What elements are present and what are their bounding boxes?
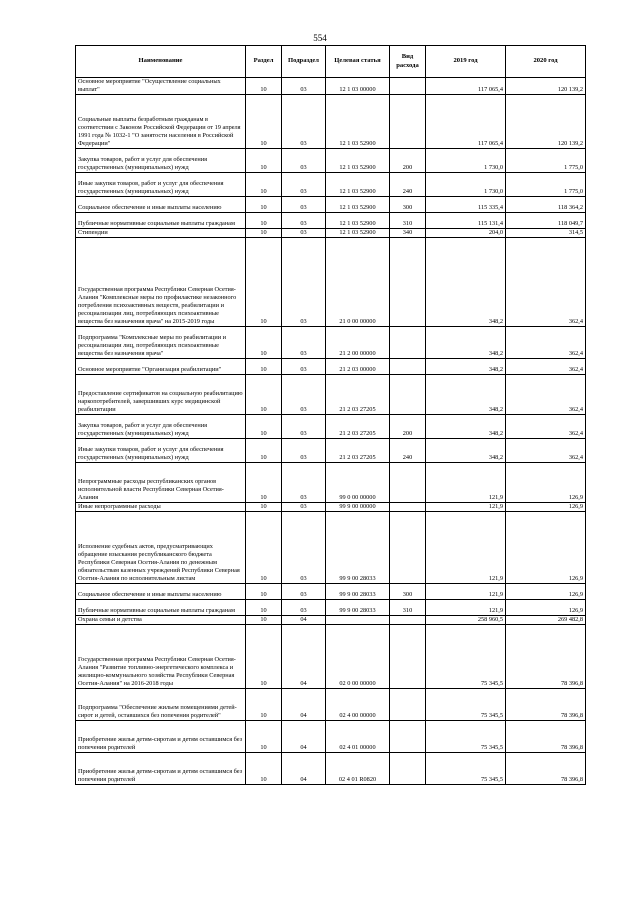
row-expense-type (390, 512, 426, 584)
row-target-article: 99 9 00 28033 (326, 600, 390, 616)
row-section: 10 (246, 327, 282, 359)
table-row (76, 327, 586, 359)
row-section: 10 (246, 439, 282, 463)
row-subsection: 03 (282, 600, 326, 616)
row-value-2020: 78 396,8 (506, 753, 586, 785)
page-number: 554 (313, 33, 327, 43)
table-row (76, 229, 586, 238)
row-subsection: 03 (282, 503, 326, 512)
row-value-2020: 120 139,2 (506, 95, 586, 149)
row-expense-type (390, 238, 426, 327)
row-expense-type: 300 (390, 584, 426, 600)
row-section: 10 (246, 375, 282, 415)
row-target-article: 21 2 03 27205 (326, 439, 390, 463)
row-target-article: 12 1 03 52900 (326, 149, 390, 173)
row-value-2019: 121,9 (426, 512, 506, 584)
row-value-2020: 126,9 (506, 600, 586, 616)
row-value-2019: 75 345,5 (426, 625, 506, 689)
row-name: Иные закупки товаров, работ и услуг для обеспечения государственных (муниципальных) нужд (76, 439, 246, 463)
row-expense-type (390, 375, 426, 415)
table-row (76, 149, 586, 173)
row-subsection: 03 (282, 512, 326, 584)
row-section: 10 (246, 503, 282, 512)
table-row (76, 753, 586, 785)
row-name: Иные закупки товаров, работ и услуг для обеспечения государственных (муниципальных) нужд (76, 173, 246, 197)
table-row (76, 616, 586, 625)
row-target-article: 12 1 03 52900 (326, 95, 390, 149)
table-row (76, 689, 586, 721)
table-row (76, 238, 586, 327)
table-row (76, 463, 586, 503)
table-row (76, 625, 586, 689)
row-name: Государственная программа Республики Северная Осетия-Алания "Комплексные меры по профилактике незаконного потребления психоактивных веществ, реабилитации и ресоциализации лиц, потребляющих психоактивные вещества без назначения врача" на 2015-2019 годы (76, 238, 246, 327)
row-expense-type (390, 463, 426, 503)
row-subsection: 03 (282, 463, 326, 503)
row-subsection: 03 (282, 173, 326, 197)
row-value-2020: 362,4 (506, 359, 586, 375)
table-row (76, 197, 586, 213)
row-name: Приобретение жилья детям-сиротам и детям оставшимся без попечения родителей (76, 721, 246, 753)
row-section: 10 (246, 173, 282, 197)
row-name: Охрана семьи и детства (76, 616, 246, 625)
row-expense-type: 310 (390, 600, 426, 616)
row-value-2020: 126,9 (506, 584, 586, 600)
row-expense-type (390, 616, 426, 625)
row-value-2020: 362,4 (506, 439, 586, 463)
row-expense-type (390, 359, 426, 375)
row-target-article: 02 0 00 00000 (326, 625, 390, 689)
row-section: 10 (246, 149, 282, 173)
row-section: 10 (246, 78, 282, 95)
row-expense-type (390, 327, 426, 359)
table-row (76, 375, 586, 415)
column-header: 2020 год (506, 46, 586, 78)
row-value-2019: 75 345,5 (426, 721, 506, 753)
row-section: 10 (246, 415, 282, 439)
row-value-2019: 204,0 (426, 229, 506, 238)
column-header: 2019 год (426, 46, 506, 78)
row-value-2019: 258 960,5 (426, 616, 506, 625)
row-value-2019: 348,2 (426, 439, 506, 463)
row-section: 10 (246, 512, 282, 584)
row-target-article: 99 0 00 00000 (326, 463, 390, 503)
row-target-article: 99 9 00 00000 (326, 503, 390, 512)
row-value-2020: 362,4 (506, 375, 586, 415)
table-row (76, 721, 586, 753)
row-target-article (326, 616, 390, 625)
row-subsection: 03 (282, 95, 326, 149)
row-name: Социальные выплаты безработным гражданам в соответствии с Законом Российской Федерации от 19 апреля 1991 года № 1032-1 "О занятости населения в Российской Федерации" (76, 95, 246, 149)
row-subsection: 03 (282, 375, 326, 415)
row-subsection: 03 (282, 439, 326, 463)
row-expense-type: 340 (390, 229, 426, 238)
row-value-2020: 126,9 (506, 463, 586, 503)
table-row (76, 359, 586, 375)
row-name: Основное мероприятие "Осуществление социальных выплат" (76, 78, 246, 95)
row-name: Стипендии (76, 229, 246, 238)
row-subsection: 03 (282, 359, 326, 375)
row-value-2019: 348,2 (426, 359, 506, 375)
row-subsection: 03 (282, 327, 326, 359)
row-section: 10 (246, 721, 282, 753)
row-subsection: 04 (282, 721, 326, 753)
table-header-row (76, 46, 586, 78)
row-expense-type: 200 (390, 415, 426, 439)
row-name: Исполнение судебных актов, предусматривающих обращение взыскания республиканского бюджета Республики Северная Осетия-Алания по денежным обязательствам казенных учреждений Республики Северная Осетия-Алания по исполнительным листам (76, 512, 246, 584)
row-value-2020: 362,4 (506, 415, 586, 439)
row-expense-type: 310 (390, 213, 426, 229)
table-row (76, 213, 586, 229)
row-name: Социальное обеспечение и иные выплаты населению (76, 197, 246, 213)
row-expense-type: 240 (390, 173, 426, 197)
row-value-2019: 348,2 (426, 238, 506, 327)
row-value-2020: 126,9 (506, 503, 586, 512)
column-header: Целевая статья (326, 46, 390, 78)
row-target-article: 21 2 03 27205 (326, 415, 390, 439)
row-expense-type: 240 (390, 439, 426, 463)
row-expense-type (390, 78, 426, 95)
row-subsection: 03 (282, 197, 326, 213)
row-expense-type (390, 503, 426, 512)
row-value-2020: 120 139,2 (506, 78, 586, 95)
row-value-2019: 75 345,5 (426, 753, 506, 785)
row-value-2020: 314,5 (506, 229, 586, 238)
row-name: Подпрограмма "Обеспечение жильем помещениями детей-сирот и детей, оставшихся без попечения родителей" (76, 689, 246, 721)
row-value-2019: 117 065,4 (426, 78, 506, 95)
row-section: 10 (246, 689, 282, 721)
row-name: Непрограммные расходы республиканских органов исполнительной власти Республики Северная Осетия-Алания (76, 463, 246, 503)
row-expense-type (390, 721, 426, 753)
row-subsection: 03 (282, 149, 326, 173)
row-value-2019: 121,9 (426, 463, 506, 503)
row-name: Приобретение жилья детям-сиротам и детям оставшимся без попечения родителей (76, 753, 246, 785)
row-value-2019: 117 065,4 (426, 95, 506, 149)
row-expense-type: 300 (390, 197, 426, 213)
row-name: Социальное обеспечение и иные выплаты населению (76, 584, 246, 600)
table-row (76, 95, 586, 149)
row-section: 10 (246, 584, 282, 600)
budget-table (75, 45, 586, 785)
row-value-2020: 362,4 (506, 238, 586, 327)
row-expense-type (390, 95, 426, 149)
row-expense-type (390, 753, 426, 785)
column-header: Наименование (76, 46, 246, 78)
row-value-2019: 348,2 (426, 327, 506, 359)
row-target-article: 99 9 00 28033 (326, 584, 390, 600)
row-subsection: 04 (282, 689, 326, 721)
table-row (76, 415, 586, 439)
row-name: Публичные нормативные социальные выплаты гражданам (76, 213, 246, 229)
row-value-2019: 121,9 (426, 600, 506, 616)
row-value-2020: 78 396,8 (506, 721, 586, 753)
row-value-2020: 118 049,7 (506, 213, 586, 229)
row-subsection: 04 (282, 616, 326, 625)
row-name: Предоставление сертификатов на социальную реабилитацию наркопотребителей, завершивших курс медицинской реабилитации (76, 375, 246, 415)
row-subsection: 03 (282, 238, 326, 327)
row-subsection: 04 (282, 753, 326, 785)
row-subsection: 03 (282, 229, 326, 238)
row-name: Государственная программа Республики Северная Осетия-Алания "Развитие топливно-энергетического комплекса и жилищно-коммунального хозяйства Республики Северная Осетия-Алания" на 2016-2018 годы (76, 625, 246, 689)
row-target-article: 12 1 03 52900 (326, 197, 390, 213)
table-row (76, 512, 586, 584)
table-row (76, 584, 586, 600)
row-value-2019: 121,9 (426, 503, 506, 512)
row-target-article: 12 1 03 52900 (326, 213, 390, 229)
row-value-2020: 1 775,0 (506, 149, 586, 173)
row-target-article: 02 4 01 00000 (326, 721, 390, 753)
row-target-article: 99 9 00 28033 (326, 512, 390, 584)
row-value-2019: 348,2 (426, 375, 506, 415)
table-row (76, 600, 586, 616)
row-name: Основное мероприятие "Организация реабилитации" (76, 359, 246, 375)
row-subsection: 03 (282, 584, 326, 600)
row-target-article: 12 1 03 00000 (326, 78, 390, 95)
row-section: 10 (246, 229, 282, 238)
table-row (76, 78, 586, 95)
row-value-2020: 78 396,8 (506, 689, 586, 721)
row-value-2019: 348,2 (426, 415, 506, 439)
row-value-2020: 269 482,8 (506, 616, 586, 625)
row-subsection: 03 (282, 213, 326, 229)
row-target-article: 12 1 03 52900 (326, 229, 390, 238)
row-value-2019: 115 335,4 (426, 197, 506, 213)
row-value-2019: 75 345,5 (426, 689, 506, 721)
column-header: Вид расхода (390, 46, 426, 78)
row-target-article: 21 2 00 00000 (326, 327, 390, 359)
row-target-article: 21 2 03 27205 (326, 375, 390, 415)
row-value-2019: 1 730,0 (426, 173, 506, 197)
row-name: Закупка товаров, работ и услуг для обеспечения государственных (муниципальных) нужд (76, 149, 246, 173)
row-name: Публичные нормативные социальные выплаты гражданам (76, 600, 246, 616)
table-row (76, 173, 586, 197)
row-expense-type (390, 689, 426, 721)
row-subsection: 03 (282, 415, 326, 439)
row-value-2019: 121,9 (426, 584, 506, 600)
row-section: 10 (246, 213, 282, 229)
column-header: Раздел (246, 46, 282, 78)
table-row (76, 503, 586, 512)
row-target-article: 12 1 03 52900 (326, 173, 390, 197)
row-value-2019: 115 131,4 (426, 213, 506, 229)
row-subsection: 03 (282, 78, 326, 95)
row-value-2020: 118 364,2 (506, 197, 586, 213)
row-section: 10 (246, 625, 282, 689)
row-section: 10 (246, 616, 282, 625)
row-section: 10 (246, 95, 282, 149)
row-target-article: 02 4 00 00000 (326, 689, 390, 721)
row-value-2020: 126,9 (506, 512, 586, 584)
row-section: 10 (246, 463, 282, 503)
row-section: 10 (246, 600, 282, 616)
row-expense-type: 200 (390, 149, 426, 173)
row-name: Подпрограмма "Комплексные меры по реабилитации и ресоциализации лиц, потребляющих психоактивные вещества без назначения врача" (76, 327, 246, 359)
table-row (76, 439, 586, 463)
row-name: Иные непрограммные расходы (76, 503, 246, 512)
row-subsection: 04 (282, 625, 326, 689)
row-target-article: 21 0 00 00000 (326, 238, 390, 327)
row-name: Закупка товаров, работ и услуг для обеспечения государственных (муниципальных) нужд (76, 415, 246, 439)
row-section: 10 (246, 238, 282, 327)
row-value-2020: 1 775,0 (506, 173, 586, 197)
row-section: 10 (246, 753, 282, 785)
row-section: 10 (246, 359, 282, 375)
row-expense-type (390, 625, 426, 689)
row-value-2020: 78 396,8 (506, 625, 586, 689)
row-target-article: 21 2 03 00000 (326, 359, 390, 375)
row-section: 10 (246, 197, 282, 213)
column-header: Подраздел (282, 46, 326, 78)
row-target-article: 02 4 01 R0820 (326, 753, 390, 785)
row-value-2019: 1 730,0 (426, 149, 506, 173)
row-value-2020: 362,4 (506, 327, 586, 359)
